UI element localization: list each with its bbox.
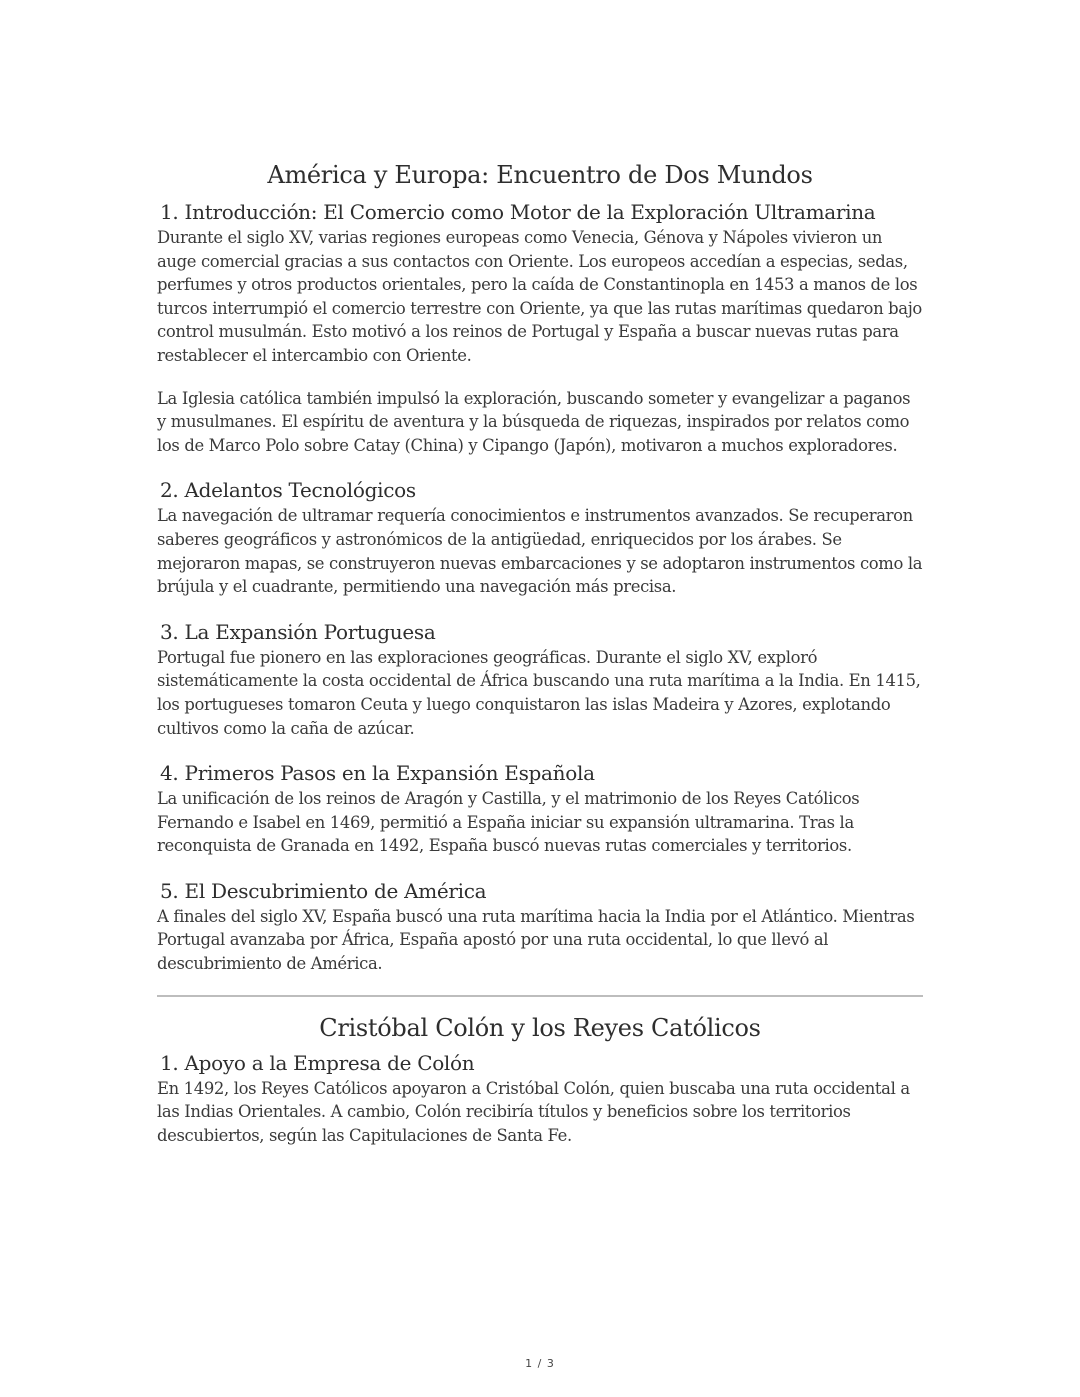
section-heading: 2. Adelantos Tecnológicos bbox=[160, 478, 416, 503]
section-heading: 4. Primeros Pasos en la Expansión Española bbox=[160, 761, 595, 786]
section-heading: 1. Introducción: El Comercio como Motor de la Exploración Ultramarina bbox=[160, 200, 876, 224]
section-expansion-espanola bbox=[157, 759, 923, 858]
paragraph: A finales del siglo XV, España buscó una ruta marítima hacia la India por el Atlántico. Mientras Portugal avanzaba por África, España apostó por una ruta occidental, lo que llevó al descubrimiento de América. bbox=[157, 906, 915, 974]
document-page bbox=[157, 158, 923, 1147]
section-expansion-portuguesa bbox=[157, 618, 923, 740]
section-heading: 5. El Descubrimiento de América bbox=[160, 878, 487, 903]
paragraph: La unificación de los reinos de Aragón y Castilla, y el matrimonio de los Reyes Católicos Fernando e Isabel en 1469, permitió a España iniciar su expansión ultramarina. Tras la reconquista de Granada en 1492, España buscó nuevas rutas comerciales y territorios. bbox=[157, 789, 860, 856]
section-divider bbox=[157, 995, 923, 997]
section-introduccion bbox=[157, 198, 923, 457]
section-descubrimiento bbox=[157, 877, 923, 976]
paragraph: La Iglesia católica también impulsó la exploración, buscando someter y evangelizar a paganos y musulmanes. El espíritu de aventura y la búsqueda de riquezas, inspirados por relatos como los de Marco Polo sobre Catay (China) y Cipango (Japón), motivaron a muchos exploradores. bbox=[157, 388, 911, 455]
document-subtitle: Cristóbal Colón y los Reyes Católicos bbox=[319, 1013, 761, 1042]
section-heading: 1. Apoyo a la Empresa de Colón bbox=[160, 1050, 475, 1075]
paragraph: En 1492, los Reyes Católicos apoyaron a Cristóbal Colón, quien buscaba una ruta occidental a las Indias Orientales. A cambio, Colón recibiría títulos y beneficios sobre los territorios descubiertos, según las Capitulaciones de Santa Fe. bbox=[157, 1078, 910, 1145]
section-adelantos bbox=[157, 476, 923, 598]
document-title: América y Europa: Encuentro de Dos Mundos bbox=[267, 161, 813, 189]
paragraph: Durante el siglo XV, varias regiones europeas como Venecia, Génova y Nápoles vivieron un auge comercial gracias a sus contactos con Oriente. Los europeos accedían a especias, sedas, perfumes y otros productos orientales, pero la caída de Constantinopla en 1453 a manos de los turcos interrumpió el comercio terrestre con Oriente, ya que las rutas marítimas quedaron bajo control musulmán. Esto motivó a los reinos de Portugal y España a buscar nuevas rutas para restablecer el intercambio con Oriente. bbox=[157, 228, 922, 365]
paragraph: La navegación de ultramar requería conocimientos e instrumentos avanzados. Se recuperaron saberes geográficos y astronómicos de la antigüedad, enriquecidos por los árabes. Se mejoraron mapas, se construyeron nuevas embarcaciones y se adoptaron instrumentos como la brújula y el cuadrante, permitiendo una navegación más precisa. bbox=[157, 506, 923, 597]
section-heading: 3. La Expansión Portuguesa bbox=[160, 619, 436, 644]
section-apoyo-colon bbox=[157, 1049, 923, 1148]
page-number: 1 / 3 bbox=[525, 1357, 555, 1370]
paragraph: Portugal fue pionero en las exploraciones geográficas. Durante el siglo XV, exploró sistemáticamente la costa occidental de África buscando una ruta marítima a la India. En 1415, los portugueses tomaron Ceuta y luego conquistaron las islas Madeira y Azores, explotando cultivos como la caña de azúcar. bbox=[157, 647, 921, 738]
